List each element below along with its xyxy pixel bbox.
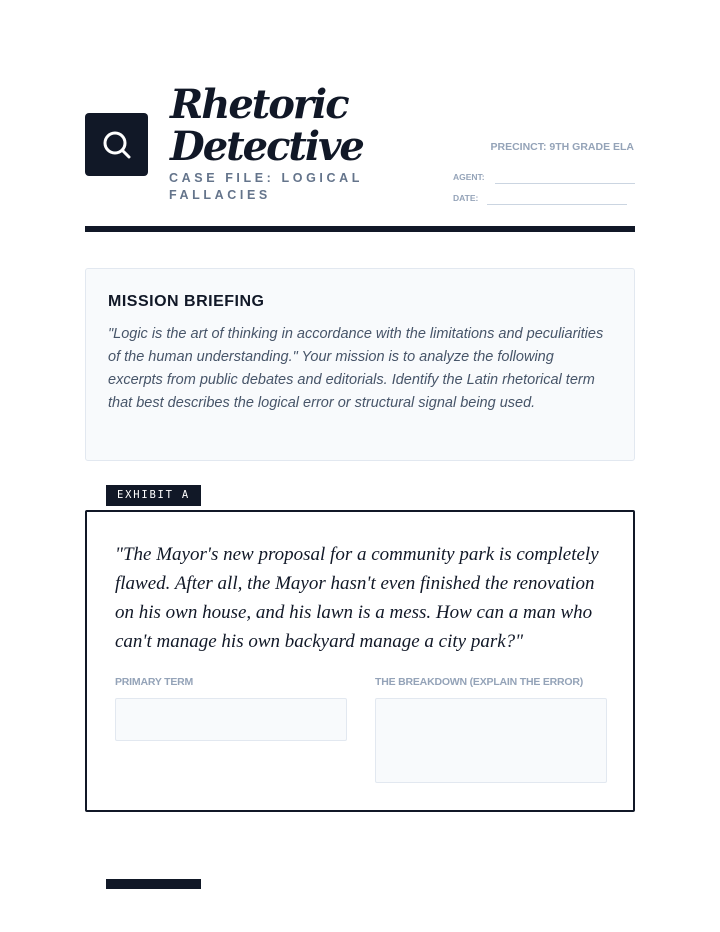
logo-badge — [85, 113, 148, 176]
briefing-heading: MISSION BRIEFING — [108, 293, 265, 310]
mission-briefing-panel — [85, 268, 635, 461]
date-label: DATE: — [453, 193, 479, 203]
breakdown-label: THE BREAKDOWN (EXPLAIN THE ERROR) — [375, 676, 584, 688]
breakdown-textarea[interactable] — [375, 698, 607, 783]
agent-field[interactable] — [495, 183, 635, 184]
page-title — [170, 81, 363, 170]
next-exhibit-tab — [106, 879, 201, 889]
title-line-1: Rhetoric — [170, 81, 348, 128]
magnifier-icon — [99, 127, 134, 162]
title-line-2: Detective — [170, 123, 363, 170]
primary-term-input[interactable] — [115, 698, 347, 741]
exhibit-card — [85, 510, 635, 812]
exhibit-tab: EXHIBIT A — [106, 485, 201, 506]
primary-term-label: PRIMARY TERM — [115, 676, 194, 688]
agent-label: AGENT: — [453, 172, 485, 182]
date-field[interactable] — [487, 204, 627, 205]
page-subtitle: CASE FILE: LOGICAL FALLACIES — [169, 171, 363, 202]
exhibit-quote: "The Mayor's new proposal for a community park is completely flawed. After all, the Mayor hasn't even finished the renovation on his own house, and his lawn is a mess. How can a man who can't manage his own backyard manage a city park?" — [115, 544, 599, 652]
header-divider — [85, 226, 635, 232]
precinct-label: PRECINCT: 9TH GRADE ELA — [490, 141, 634, 153]
briefing-text: "Logic is the art of thinking in accordance with the limitations and peculiarities of the human understanding." Your mission is to analyze the following excerpts from public debates and editorials. Identify the Latin rhetorical term that best describes the logical error or structural signal being used. — [108, 326, 604, 411]
